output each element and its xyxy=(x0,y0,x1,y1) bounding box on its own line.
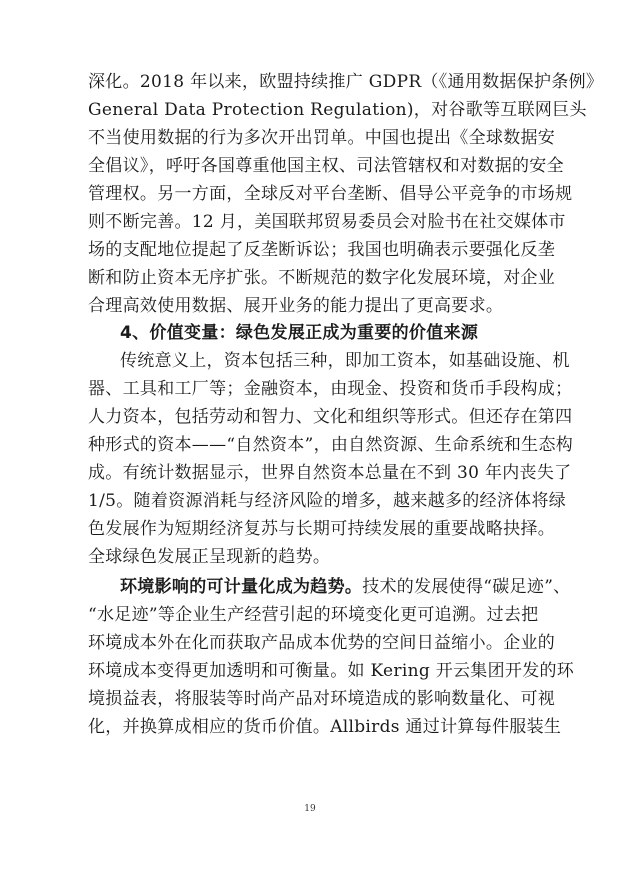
paragraph-line: 人力资本，包括劳动和智力、文化和组织等形式。但还存在第四 xyxy=(88,407,573,427)
first-line-rest: 技术的发展使得“碳足迹”、 xyxy=(362,577,571,597)
paragraph-line: 环境成本变得更加透明和可衡量。如 Kering 开云集团开发的环 xyxy=(88,661,575,681)
paragraph-line: 全球绿色发展正呈现新的趋势。 xyxy=(88,547,331,567)
paragraph-line: 成。有统计数据显示，世界自然资本总量在不到 30 年内丧失了 xyxy=(88,463,572,483)
paragraph-line: 种形式的资本——“自然资本”，由自然资源、生命系统和生态构 xyxy=(88,435,574,455)
paragraph-line: 管理权。另一方面，全球反对平台垄断、倡导公平竞争的市场规 xyxy=(88,184,573,204)
paragraph-line: 断和防止资本无序扩张。不断规范的数字化发展环境，对企业 xyxy=(88,268,556,288)
paragraph-line: 化，并换算成相应的货币价值。Allbirds 通过计算每件服装生 xyxy=(88,717,562,737)
paragraph-line: 深化。2018 年以来，欧盟持续推广 GDPR（《通用数据保护条例》 xyxy=(88,72,604,92)
bold-lead-sentence: 环境影响的可计量化成为趋势。 xyxy=(120,577,363,597)
paragraph-line: 境损益表，将服装等时尚产品对环境造成的影响数量化、可视 xyxy=(88,689,556,709)
page-number: 19 xyxy=(304,804,316,814)
section-heading: 4、价值变量：绿色发展正成为重要的价值来源 xyxy=(120,323,479,343)
paragraph-line: 传统意义上，资本包括三种，即加工资本，如基础设施、机 xyxy=(120,351,570,371)
paragraph-line: 则不断完善。12 月，美国联邦贸易委员会对脸书在社交媒体市 xyxy=(88,212,566,232)
paragraph-line: General Data Protection Regulation)，对谷歌等互联网巨头 xyxy=(88,100,587,120)
paragraph-first-line xyxy=(120,577,571,597)
paragraph-line: 合理高效使用数据、展开业务的能力提出了更高要求。 xyxy=(88,296,504,316)
paragraph-line: 场的支配地位提起了反垄断诉讼；我国也明确表示要强化反垄 xyxy=(88,240,556,260)
paragraph-line: 环境成本外在化而获取产品成本优势的空间日益缩小。企业的 xyxy=(88,633,556,653)
paragraph-line: “水足迹”等企业生产经营引起的环境变化更可追溯。过去把 xyxy=(88,605,539,625)
paragraph-line: 全倡议》，呼吁各国尊重他国主权、司法管辖权和对数据的安全 xyxy=(88,156,564,176)
paragraph-line: 色发展作为短期经济复苏与长期可持续发展的重要战略抉择。 xyxy=(88,519,556,539)
paragraph-line: 1/5。随着资源消耗与经济风险的增多，越来越多的经济体将绿 xyxy=(88,491,567,511)
paragraph-line: 器、工具和工厂等；金融资本，由现金、投资和货币手段构成； xyxy=(88,379,573,399)
paragraph-line: 不当使用数据的行为多次开出罚单。中国也提出《全球数据安 xyxy=(88,128,556,148)
